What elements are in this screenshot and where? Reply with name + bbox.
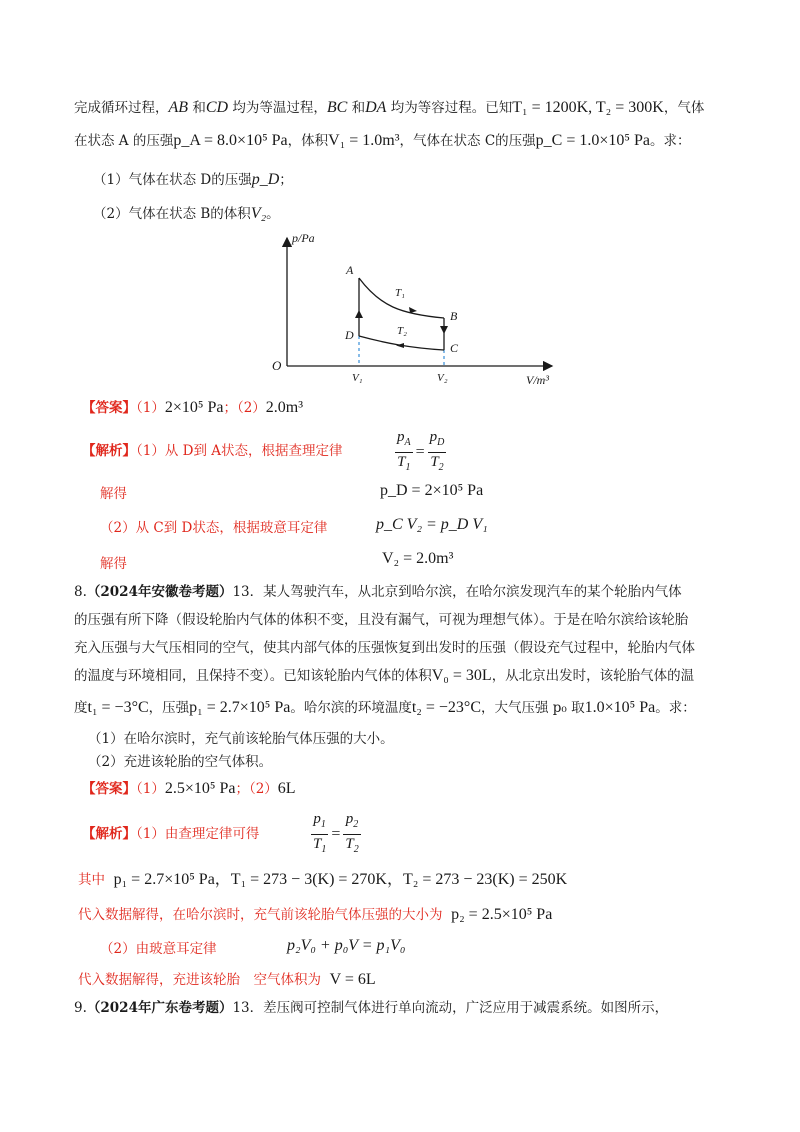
math-p0: 1.0×10⁵ Pa [584, 699, 656, 716]
intro-text: 完成循环过程， [74, 100, 169, 116]
question-text: 13．差压阀可控制气体进行单向流动，广泛应用于减震系统。如图所示， [232, 1000, 669, 1016]
q8-analysis-step1 [82, 824, 259, 844]
answer-value-2: 6L [277, 780, 296, 797]
math-pc: p_C = 1.0×10⁵ Pa [535, 132, 650, 149]
math-v2: V₂ [250, 205, 267, 222]
fraction-right: $\frac{p_D}{T_2}$ [429, 429, 445, 473]
question-number: 8. [74, 584, 87, 600]
t1-label: T₁ [395, 287, 405, 299]
q7-solve2-label: 解得 [100, 556, 127, 572]
q7-solve1-label: 解得 [100, 486, 127, 502]
question-text: ，压强 [148, 700, 190, 716]
answer-text: （1） [136, 400, 165, 416]
q8-step2 [100, 939, 217, 959]
question-text: ，大气压强 p₀ 取 [480, 700, 585, 716]
q7-analysis-step2: （2）从 C到 D状态，根据玻意耳定律 [100, 520, 328, 536]
answer-tag: 【答案】 [82, 400, 136, 416]
q7-answer [82, 398, 303, 418]
answer-text: ；（2） [235, 781, 278, 797]
intro-text: 均为等温过程， [232, 100, 327, 116]
answer-value-2: 2.0m³ [265, 399, 304, 416]
intro-text: ，气体在状态 C的压强 [399, 133, 536, 149]
arrow-da [355, 310, 363, 318]
math-pa: p_A = 8.0×10⁵ Pa [173, 132, 288, 149]
y-axis-label: p/Pa [292, 231, 315, 245]
math-temps: T₁ = 1200K, T₂ = 300K [512, 99, 664, 116]
x-axis-label: V/m³ [526, 373, 549, 387]
math-v-result: V = 6L [329, 971, 376, 988]
intro-text: ，体积 [287, 133, 329, 149]
part-text: （1）气体在状态 D的压强 [93, 172, 252, 188]
equals-sign: = [415, 443, 425, 461]
q7-charles-fraction [392, 428, 449, 477]
part-text: （2）气体在状态 B的体积 [93, 206, 251, 222]
part-text: 。 [266, 206, 280, 222]
q9-line-1 [74, 998, 668, 1018]
question-text: 度 [74, 700, 88, 716]
math-p1: p₁ = 2.7×10⁵ Pa [189, 699, 291, 716]
question-number: 9. [74, 1000, 87, 1016]
q8-line-4 [74, 666, 694, 686]
question-text: 。求： [655, 700, 696, 716]
answer-tag: 【答案】 [82, 781, 136, 797]
math-p2-result: p₂ = 2.5×10⁵ Pa [451, 906, 553, 923]
arrow-cd [396, 343, 404, 348]
question-text: 的温度与环境相同，且保持不变）。已知该轮胎内气体的体积 [74, 668, 432, 684]
part-text: ； [279, 172, 293, 188]
q8-part-2: （2）充进该轮胎的空气体积。 [88, 754, 273, 770]
result-text: 代入数据解得，在哈尔滨时，充气前该轮胎气体压强的大小为 [78, 907, 443, 923]
q8-line-3: 充入压强与大气压相同的空气，使其内部气体的压强恢复到出发时的压强（假设充气过程中，轮胎内气体 [74, 640, 695, 656]
point-c-label: C [450, 341, 459, 355]
v1-label: V₁ [352, 372, 363, 384]
v2-label: V₂ [437, 372, 448, 384]
math-t2-value: ，T₂ = 273 − 23(K) = 250K [387, 871, 568, 888]
point-d-label: D [345, 328, 354, 342]
fraction-left: $\frac{p_1}{T_1}$ [313, 811, 327, 855]
q8-result2 [78, 970, 376, 990]
math-t1-value: ，T₁ = 273 − 3(K) = 270K [214, 871, 387, 888]
intro-text: 和 [192, 100, 206, 116]
q8-result1 [78, 905, 552, 925]
fraction-right: $\frac{p_2}{T_2}$ [345, 811, 359, 855]
math-v0: V₀ = 30L [431, 667, 492, 684]
answer-value-1: 2×10⁵ Pa [164, 399, 224, 416]
intro-text: 。求： [649, 133, 691, 149]
math-t1: t₁ = −3°C [87, 699, 149, 716]
t2-label: T₂ [397, 325, 407, 337]
intro-text: 在状态 A 的压强 [74, 133, 174, 149]
math-t2: t₂ = −23°C [411, 699, 481, 716]
arrow-ab [409, 307, 417, 313]
intro-line-2 [74, 131, 690, 151]
point-b-label: B [450, 309, 458, 323]
isotherm-cd [359, 336, 444, 350]
intro-text: 和 [351, 100, 366, 116]
pv-diagram [270, 228, 570, 390]
fraction-left: $\frac{p_A}{T_1}$ [397, 429, 411, 473]
point-a-label: A [346, 263, 354, 277]
arrow-bc [440, 326, 448, 334]
question-text: 13．某人驾驶汽车，从北京到哈尔滨，在哈尔滨发现汽车的某个轮胎内气体 [232, 584, 682, 600]
q8-line-1 [74, 582, 682, 602]
q8-answer [82, 779, 296, 799]
q7-solve2-eq: V₂ = 2.0m³ [382, 550, 454, 567]
q8-line-2: 的压强有所下降（假设轮胎内气体的体积不变，且没有漏气，可视为理想气体）。于是在哈尔滨给该轮胎 [74, 612, 689, 628]
q7-part-1 [93, 170, 293, 190]
q8-part-1: （1）在哈尔滨时，充气前该轮胎气体压强的大小。 [88, 731, 394, 747]
answer-text: ；（2） [223, 400, 266, 416]
q7-analysis-step1 [82, 441, 343, 461]
question-text: 。哈尔滨的环境温度 [290, 700, 412, 716]
question-source: （2024年安徽卷考题） [86, 584, 233, 600]
origin-label: O [272, 358, 282, 373]
math-v1: V₁ = 1.0m³ [328, 132, 400, 149]
math-da: DA [365, 99, 387, 116]
q8-step2-eq: p₂V₀ + p₀V = p₁V₀ [287, 937, 406, 954]
q7-solve1-eq: p_D = 2×10⁵ Pa [380, 482, 484, 499]
analysis-tag: 【解析】 [82, 826, 136, 842]
answer-text: （1） [136, 781, 165, 797]
question-text: ，从北京出发时，该轮胎气体的温 [491, 668, 695, 684]
answer-value-1: 2.5×10⁵ Pa [164, 780, 236, 797]
q8-line-5 [74, 698, 696, 718]
q7-part-2 [93, 204, 280, 224]
analysis-tag: 【解析】 [82, 443, 136, 459]
intro-text: ，气体 [663, 100, 705, 116]
intro-text: 均为等容过程。已知 [390, 100, 513, 116]
where-label: 其中 [78, 872, 105, 888]
question-source: （2024年广东卷考题） [86, 1000, 233, 1016]
q8-where-line [78, 870, 567, 890]
intro-line-1 [74, 98, 704, 118]
analysis-text: （1）由查理定律可得 [136, 826, 260, 842]
equals-sign: = [331, 825, 341, 843]
analysis-text: （1）从 D到 A状态，根据查理定律 [136, 443, 343, 459]
q7-step2-eq: p_C V₂ = p_D V₁ [376, 516, 488, 533]
math-p1-value: p₁ = 2.7×10⁵ Pa [113, 871, 215, 888]
result-text: 代入数据解得，充进该轮胎 空气体积为 [78, 972, 321, 988]
math-cd: CD [205, 99, 229, 116]
math-bc: BC [326, 99, 348, 116]
analysis-text: （2）由玻意耳定律 [100, 941, 217, 957]
math-ab: AB [168, 99, 189, 116]
math-pd: p_D [251, 171, 280, 188]
q8-charles-fraction [308, 810, 364, 859]
